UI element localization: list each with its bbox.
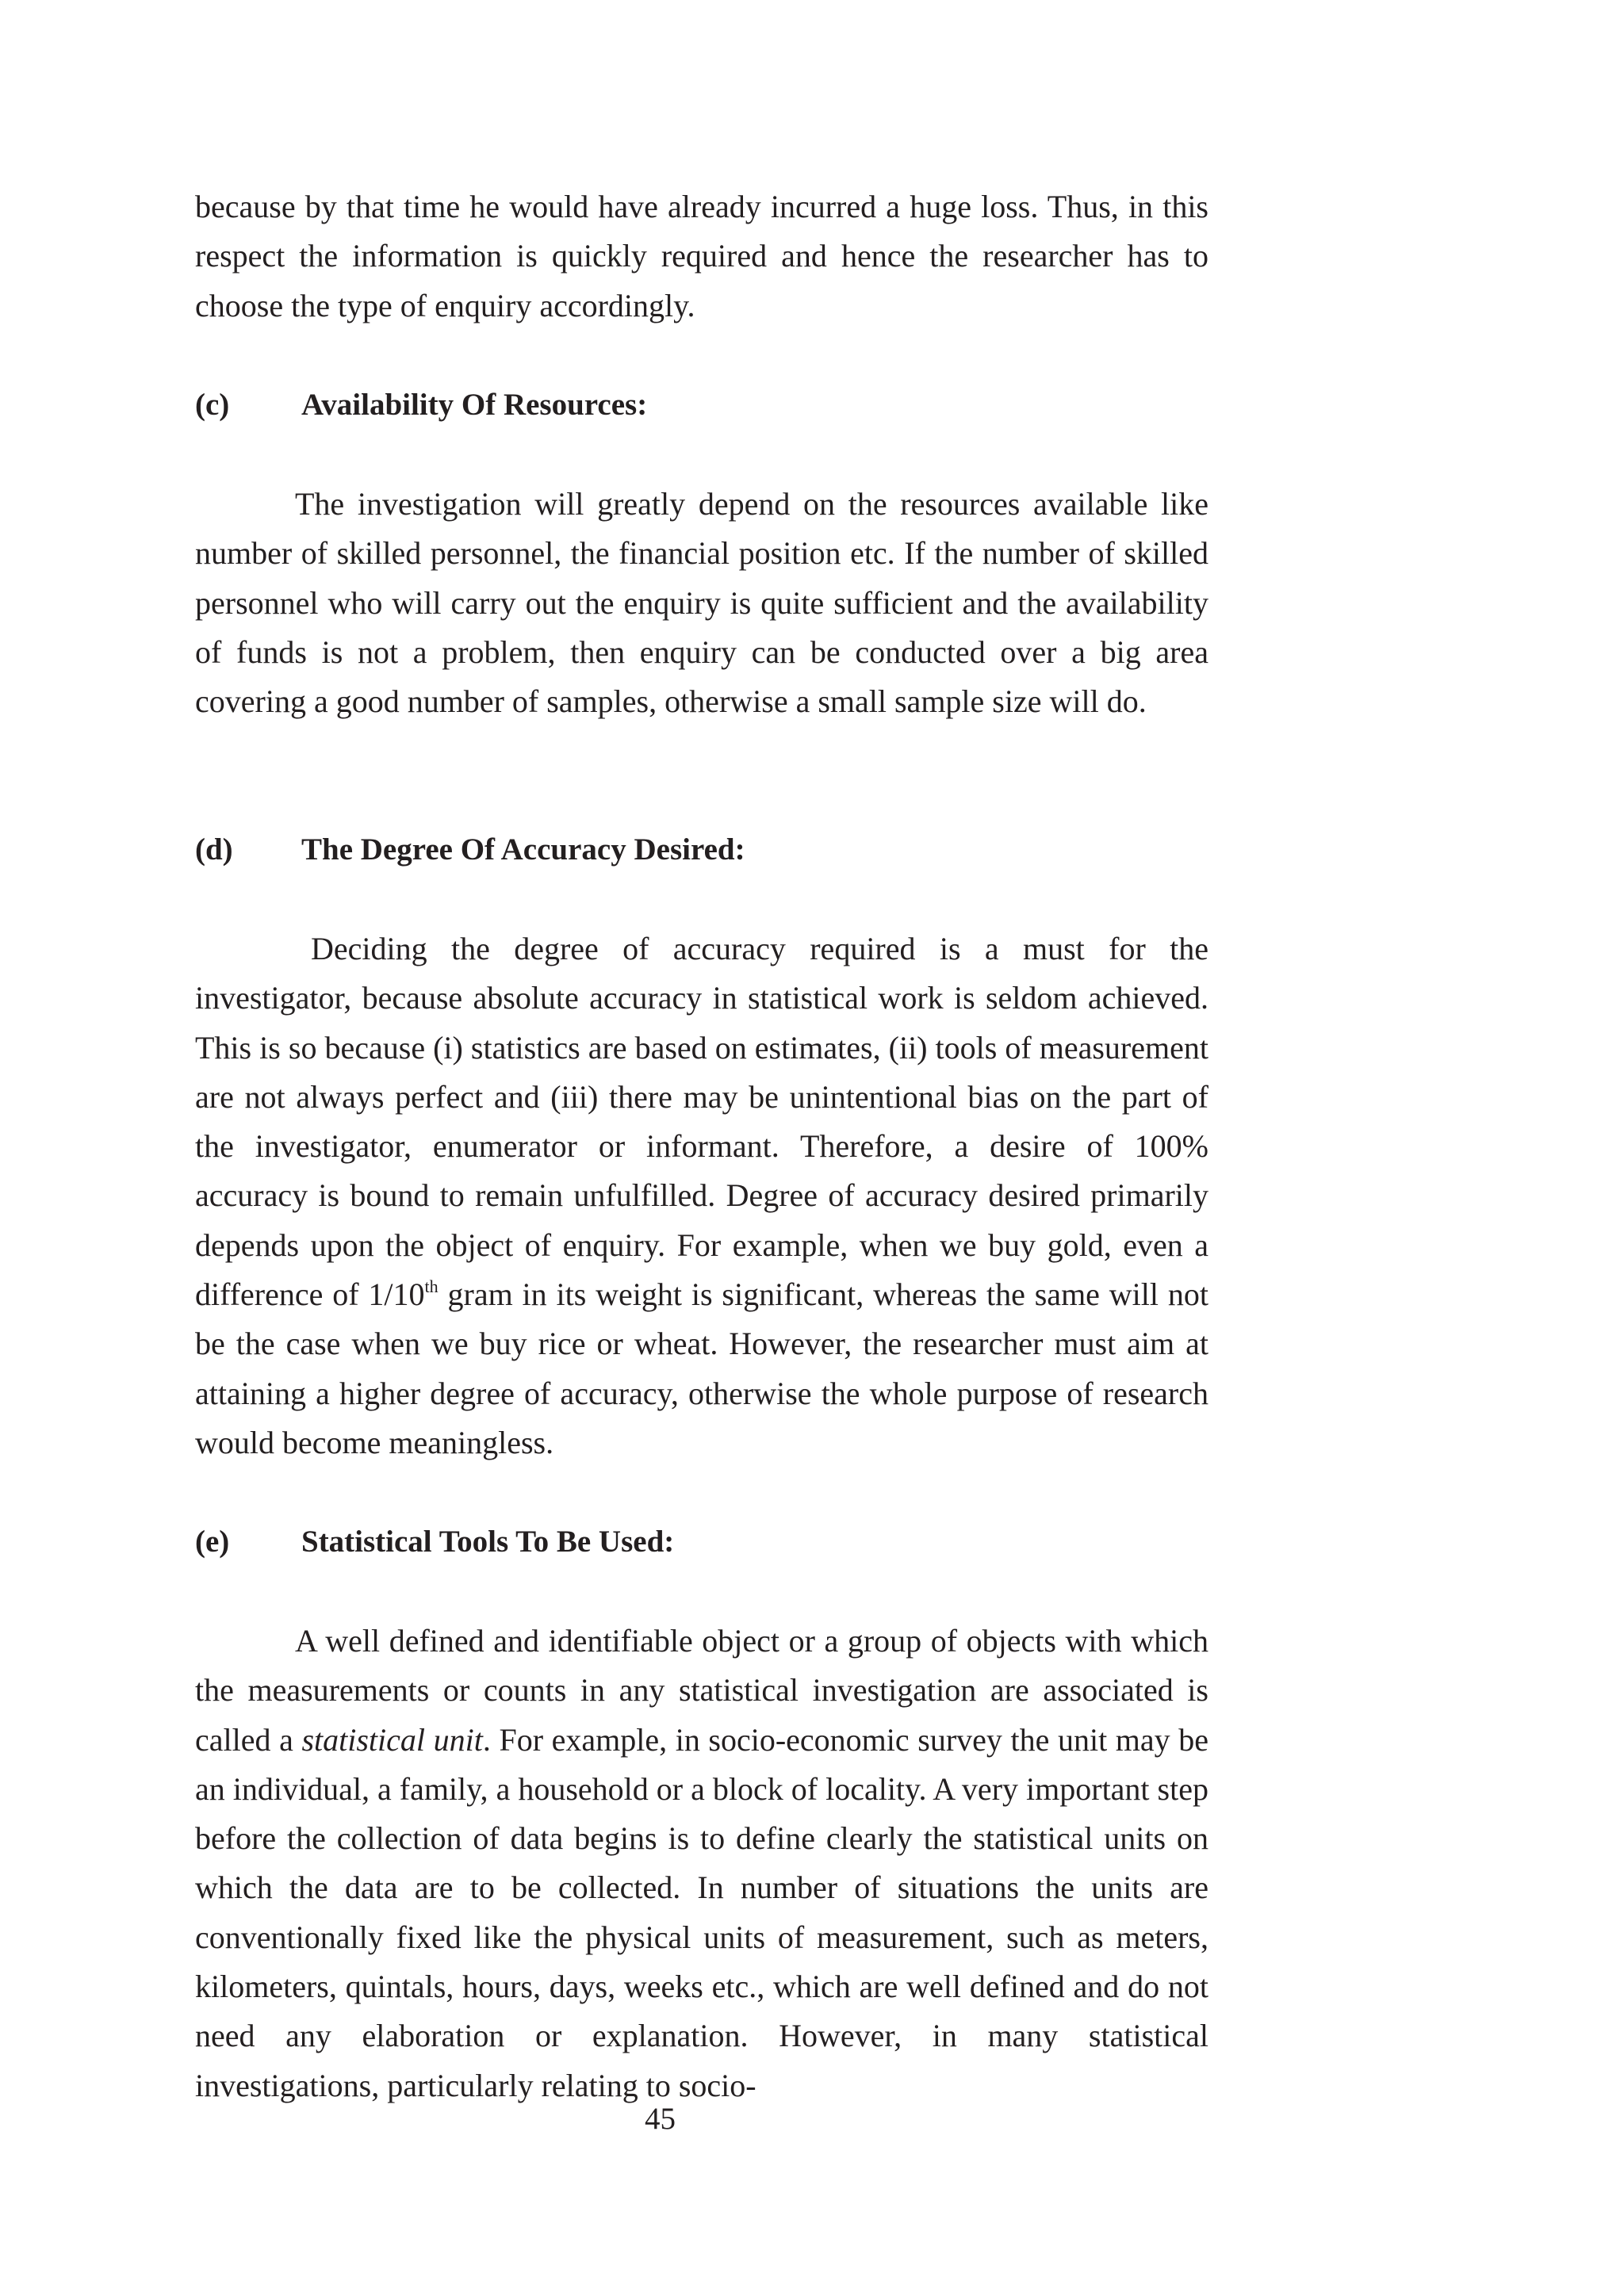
section-paragraph-d: [195, 924, 1208, 1468]
italic-term: statistical unit: [301, 1721, 483, 1758]
paragraph-text: . For example, in socio-economic survey the unit may be an individual, a family, a household or a block of locality. A very important step before the collection of data begins is to define clearly the statistical units on which the data are to be collected. In number of situations the units are conventionally fixed like the physical units of measurement, such as meters, kilometers, quintals, hours, days, weeks etc., which are well defined and do not need any elaboration or explanation. However, in many statistical investigations, particularly relating to socio-: [195, 1721, 1209, 2103]
section-number: (e): [195, 1525, 230, 1559]
section-heading-c: [195, 381, 1208, 430]
section-paragraph-e: [195, 1617, 1208, 2110]
section-title: Statistical Tools To Be Used:: [301, 1525, 675, 1559]
intro-paragraph: because by that time he would have already incurred a huge loss. Thus, in this respect the information is quickly required and hence the researcher has to choose the type of enquiry accordingly.: [195, 189, 1208, 323]
section-number: (c): [195, 388, 230, 422]
section-title: Availability Of Resources:: [301, 388, 648, 422]
section-title: The Degree Of Accuracy Desired:: [301, 832, 745, 867]
paragraph-text: gram in its weight is significant, whereas the same will not be the case when we buy rice or wheat. However, the researcher must aim at attaining a higher degree of accuracy, otherwise the whole purpose of research would become meaningless.: [195, 1276, 1208, 1460]
section-number: (d): [195, 832, 233, 867]
superscript-text: th: [424, 1276, 439, 1297]
section-heading-e: [195, 1517, 1208, 1567]
section-paragraph-c: The investigation will greatly depend on the resources available like number of skilled personnel, the financial position etc. If the number of skilled personnel who will carry out the enquiry is quite sufficient and the availability of funds is not a problem, then enquiry can be conducted over a big area covering a good number of samples, otherwise a small sample size will do.: [195, 486, 1208, 720]
section-heading-d: [195, 825, 1208, 874]
paragraph-text: A well defined and identifiable object or a group of objects with which the measurements or counts in any statistical investigation are associated is called a: [195, 1623, 1208, 1758]
paragraph-text: Deciding the degree of accuracy required is a must for the investigator, because absolute accuracy in statistical work is seldom achieved. This is so because (i) statistics are based on estimates, (ii) tools of measurement are not always perfect and (iii) there may be unintentional bias on the part of the investigator, enumerator or informant. Therefore, a desire of 100% accuracy is bound to remain unfulfilled. Degree of accuracy desired primarily depends upon the object of enquiry. For example, when we buy gold, even a difference of 1/10: [195, 931, 1208, 1313]
page-number: 45: [645, 2102, 676, 2136]
